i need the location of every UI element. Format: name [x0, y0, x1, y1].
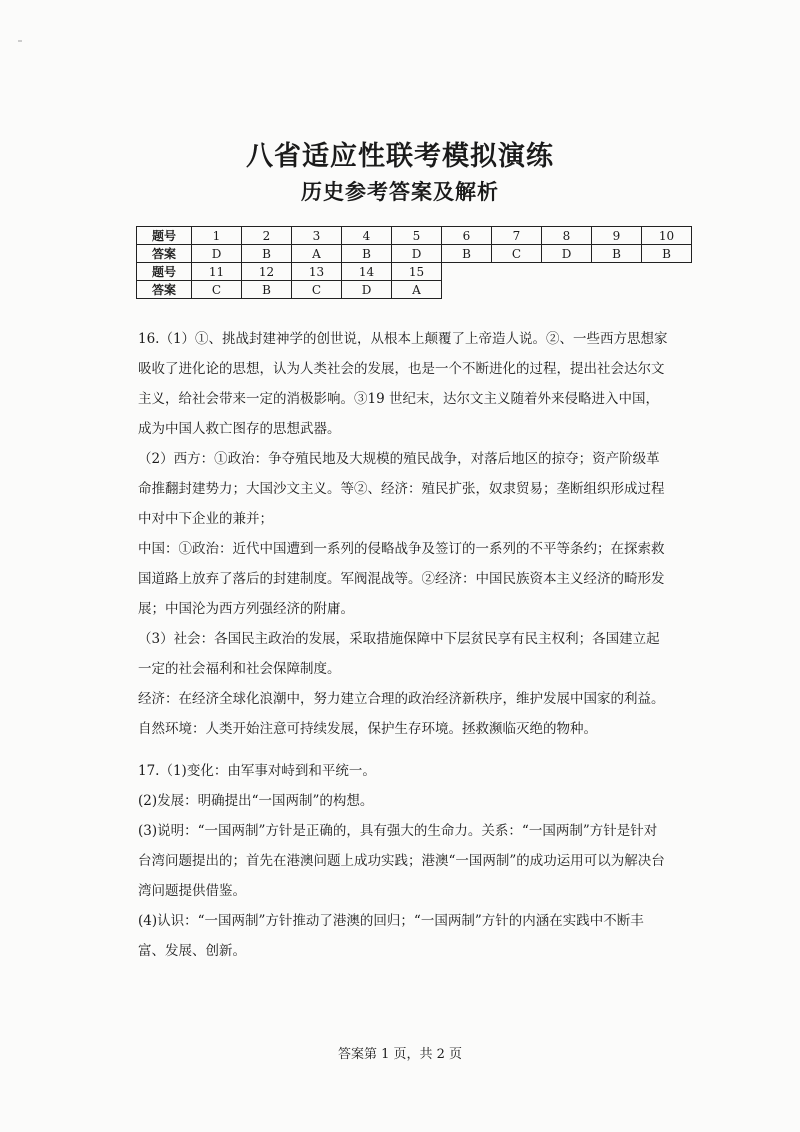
- question-number: 7: [492, 227, 542, 245]
- answer-content: [138, 324, 668, 966]
- answer-cell: C: [292, 281, 342, 299]
- question-number: 2: [242, 227, 292, 245]
- answer-cell: A: [392, 281, 442, 299]
- table-blank: [442, 281, 692, 299]
- q16-part3-economy: 经济：在经济全球化浪潮中，努力建立合理的政治经济新秩序，维护发展中国家的利益。: [138, 691, 665, 707]
- q16-part2-west: （2）西方：①政治：争夺殖民地及大规模的殖民战争，对落后地区的掠夺；资产阶级革命推翻封建势力；大国沙文主义。等②、经济：殖民扩张，奴隶贸易；垄断组织形成过程中对中下企业的兼并；: [138, 451, 665, 527]
- question-number: 11: [192, 263, 242, 281]
- q16-part2-china: 中国：①政治：近代中国遭到一系列的侵略战争及签订的一系列的不平等条约；在探索救国道路上放弃了落后的封建制度。军阀混战等。②经济：中国民族资本主义经济的畸形发展；中国沦为西方列强经济的附庸。: [138, 541, 665, 617]
- q17-part3: (3)说明：“一国两制”方针是正确的，具有强大的生命力。关系：“一国两制”方针是针对台湾问题提出的；首先在港澳问题上成功实践；港澳“一国两制”的成功运用可以为解决台湾问题提供借鉴。: [138, 823, 665, 899]
- q17-part1: 17.（1)变化：由军事对峙到和平统一。: [138, 763, 376, 779]
- answer-cell: B: [642, 245, 692, 263]
- q16-part1: 16.（1）①、挑战封建神学的创世说，从根本上颠覆了上帝造人说。②、一些西方思想家吸收了进化论的思想，认为人类社会的发展，也是一个不断进化的过程，提出社会达尔文主义，给社会带来一定的消极影响。③19 世纪末，达尔文主义随着外来侵略进入中国，成为中国人救亡图存的思想武器。: [138, 331, 668, 437]
- answer-cell: A: [292, 245, 342, 263]
- answer-table: [136, 226, 692, 299]
- answer-cell: B: [242, 245, 292, 263]
- question-number: 4: [342, 227, 392, 245]
- table-row-answers-1: [137, 245, 692, 263]
- answer-cell: B: [242, 281, 292, 299]
- question-number: 15: [392, 263, 442, 281]
- question-number: 12: [242, 263, 292, 281]
- question-number: 10: [642, 227, 692, 245]
- question-number: 3: [292, 227, 342, 245]
- page-footer: 答案第 1 页，共 2 页: [337, 1047, 463, 1062]
- scan-mark: [18, 40, 22, 42]
- document-subtitle: 历史参考答案及解析: [301, 179, 499, 204]
- answer-cell: D: [392, 245, 442, 263]
- table-row-numbers-1: [137, 227, 692, 245]
- question-number: 9: [592, 227, 642, 245]
- question-number: 13: [292, 263, 342, 281]
- answer-cell: B: [442, 245, 492, 263]
- document-title: 八省适应性联考模拟演练: [246, 141, 554, 172]
- q16-part3-society: （3）社会：各国民主政治的发展，采取措施保障中下层贫民享有民主权利；各国建立起一定的社会福利和社会保障制度。: [138, 631, 660, 677]
- q16-part3-environment: 自然环境：人类开始注意可持续发展，保护生存环境。拯救濒临灭绝的物种。: [138, 721, 597, 737]
- answer-cell: D: [342, 281, 392, 299]
- answer-cell: B: [592, 245, 642, 263]
- table-row-answers-2: [137, 281, 692, 299]
- question-number: 5: [392, 227, 442, 245]
- row-label-number: 题号: [137, 263, 192, 281]
- row-label-answer: 答案: [137, 245, 192, 263]
- q17-part2: (2)发展：明确提出“一国两制”的构想。: [138, 793, 374, 809]
- table-blank: [442, 263, 692, 281]
- answer-cell: D: [542, 245, 592, 263]
- q17-part4: (4)认识：“一国两制”方针推动了港澳的回归；“一国两制”方针的内涵在实践中不断丰富、发展、创新。: [138, 913, 644, 959]
- question-number: 6: [442, 227, 492, 245]
- question-number: 1: [192, 227, 242, 245]
- question-number: 14: [342, 263, 392, 281]
- answer-cell: B: [342, 245, 392, 263]
- row-label-number: 题号: [137, 227, 192, 245]
- question-number: 8: [542, 227, 592, 245]
- row-label-answer: 答案: [137, 281, 192, 299]
- answer-cell: C: [492, 245, 542, 263]
- answer-cell: C: [192, 281, 242, 299]
- table-row-numbers-2: [137, 263, 692, 281]
- answer-cell: D: [192, 245, 242, 263]
